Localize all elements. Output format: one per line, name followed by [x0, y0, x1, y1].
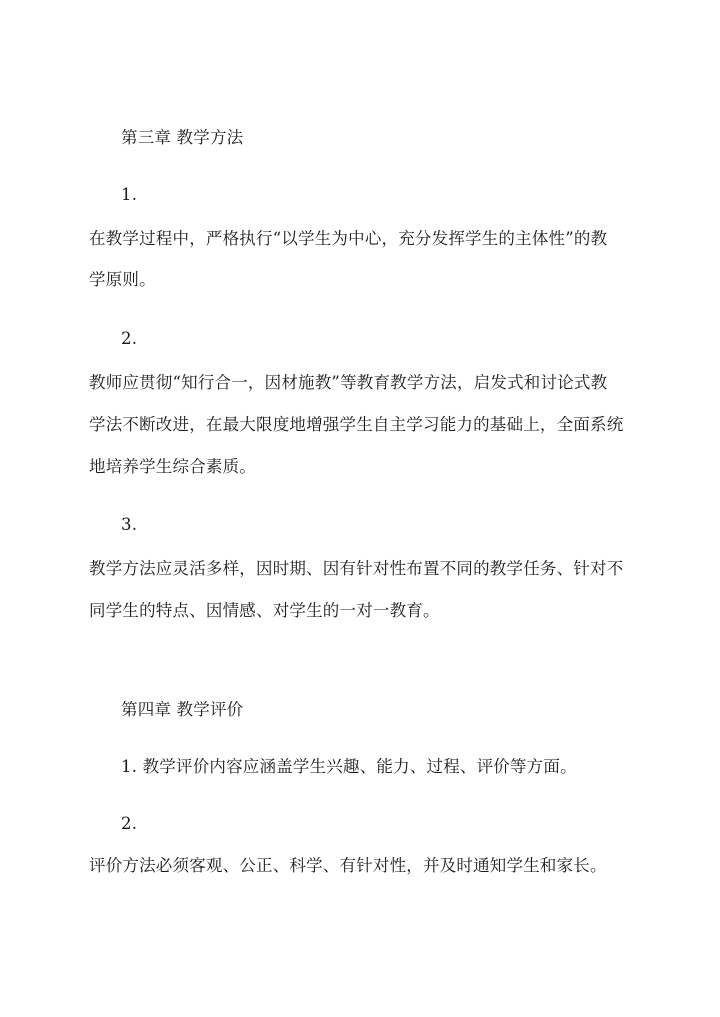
chapter-4-title: 第四章 教学评价 [121, 700, 244, 719]
item-number: 2. [121, 814, 138, 833]
chapter-3-title: 第三章 教学方法 [121, 128, 244, 147]
item-inline-paragraph: 1. 教学评价内容应涵盖学生兴趣、能力、过程、评价等方面。 [121, 757, 577, 776]
paragraph-line: 评价方法必须客观、公正、科学、有针对性，并及时通知学生和家长。 [89, 856, 607, 875]
item-number: 1. [121, 185, 138, 204]
paragraph-line: 在教学过程中，严格执行“以学生为中心，充分发挥学生的主体性”的教 [89, 229, 608, 248]
item-number: 2. [121, 329, 138, 348]
item-number: 3. [121, 515, 138, 534]
paragraph-line: 学原则。 [89, 270, 156, 289]
paragraph-line: 教师应贯彻“知行合一，因材施教”等教育教学方法，启发式和讨论式教 [89, 373, 608, 392]
paragraph-line: 同学生的特点、因情感、对学生的一对一教育。 [89, 601, 440, 620]
paragraph-line: 学法不断改进，在最大限度地增强学生自主学习能力的基础上，全面系统 [89, 415, 624, 434]
paragraph-line: 教学方法应灵活多样，因时期、因有针对性布置不同的教学任务、针对不 [89, 559, 624, 578]
paragraph-line: 地培养学生综合素质。 [89, 457, 256, 476]
